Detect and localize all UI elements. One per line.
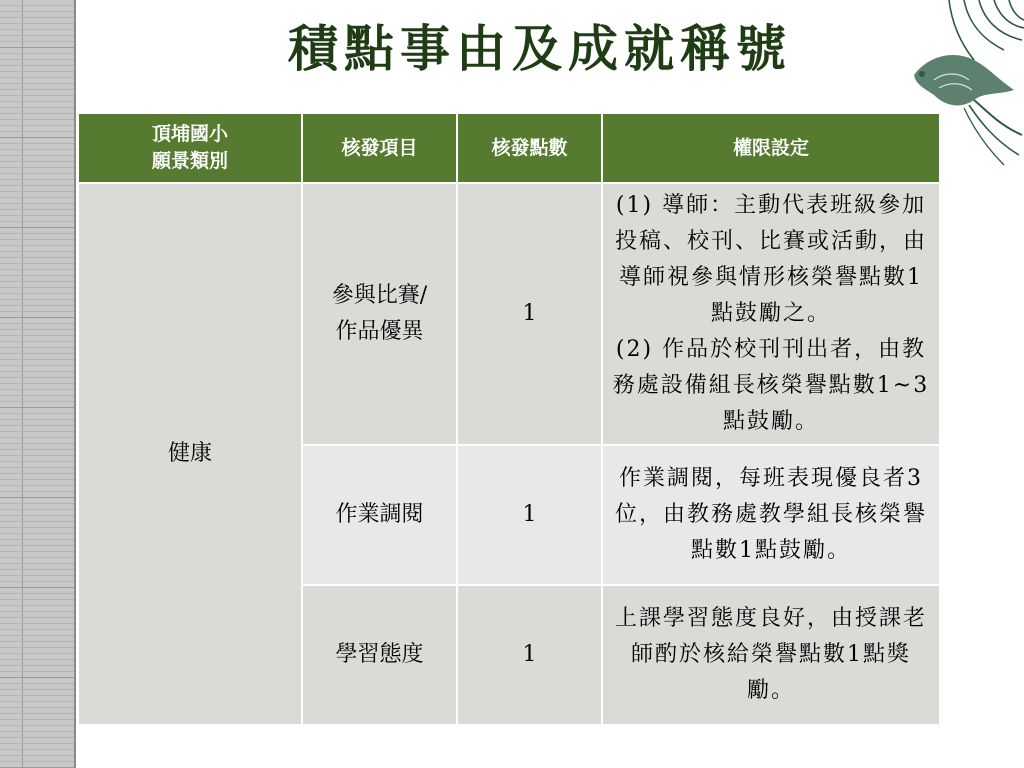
rights-cell: (1) 導師：主動代表班級參加投稿、校刊、比賽或活動，由導師視參與情形核榮譽點數1點鼓勵之。 (2) 作品於校刊刊出者，由教務處設備組長核榮譽點數1~3點鼓勵。 [602,183,940,445]
header-points: 核發點數 [457,113,602,183]
points-table [77,112,941,726]
header-rights: 權限設定 [602,113,940,183]
header-item: 核發項目 [302,113,457,183]
category-cell: 健康 [78,183,302,725]
table-header-row [78,113,940,183]
points-cell: 1 [457,585,602,725]
side-decor-strip [0,0,76,768]
item-cell: 參與比賽/ 作品優異 [302,183,457,445]
item-cell: 作業調閱 [302,445,457,585]
item-cell: 學習態度 [302,585,457,725]
points-cell: 1 [457,445,602,585]
table-row [78,183,940,445]
points-cell: 1 [457,183,602,445]
slide-title: 積點事由及成就稱號 [288,19,792,78]
rights-cell: 作業調閱，每班表現優良者3位，由教務處教學組長核榮譽點數1點鼓勵。 [602,445,940,585]
rights-cell: 上課學習態度良好，由授課老師酌於核給榮譽點數1點獎勵。 [602,585,940,725]
header-category: 頂埔國小 願景類別 [78,113,302,183]
